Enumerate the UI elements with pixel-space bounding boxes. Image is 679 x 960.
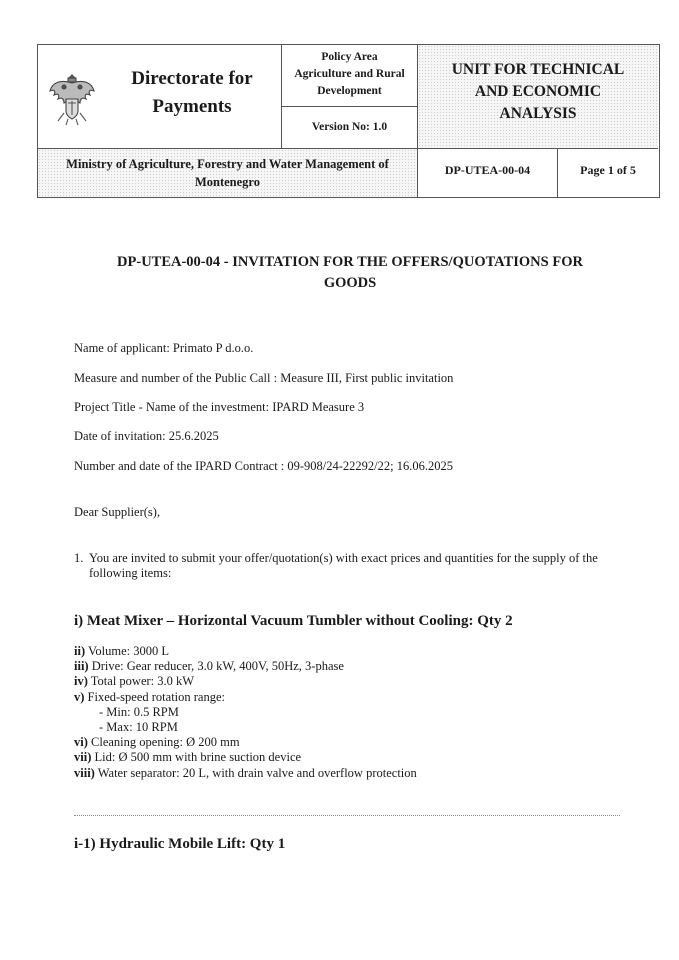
section-divider [74, 815, 620, 816]
doc-code: DP-UTEA-00-04 [444, 163, 531, 177]
intro-paragraph [74, 551, 634, 581]
directorate-title: Directorate for Payments [131, 68, 253, 117]
version-number: Version No: 1.0 [311, 121, 388, 133]
spec-list [74, 644, 614, 781]
ministry-line: Ministry of Agriculture, Forestry and Water Management of [66, 157, 389, 171]
policy-area-line: Development [317, 85, 382, 97]
ministry-line: Montenegro [194, 175, 261, 189]
spec-line: iii) Drive: Gear reducer, 3.0 kW, 400V, 50Hz, 3-phase [74, 659, 344, 674]
applicant-name: Name of applicant: Primato P d.o.o. [74, 341, 254, 355]
ministry-cell [38, 149, 418, 197]
spec-line: viii) Water separator: 20 L, with drain valve and overflow protection [74, 765, 417, 780]
policy-area-cell [282, 45, 418, 107]
spec-line: vi) Cleaning opening: Ø 200 mm [74, 735, 240, 750]
unit-line: AND ECONOMIC [474, 83, 602, 100]
intro-text: You are invited to submit your offer/quotation(s) with exact prices and quantities for the supply of the following items: [89, 551, 598, 580]
document-title [70, 252, 630, 294]
project-title: Project Title - Name of the investment: IPARD Measure 3 [74, 400, 365, 414]
measure-call: Measure and number of the Public Call : Measure III, First public invitation [74, 371, 454, 385]
spec-line: v) Fixed-speed rotation range: [74, 689, 226, 704]
coat-of-arms-icon [46, 69, 98, 127]
title-line: DP-UTEA-00-04 - INVITATION FOR THE OFFERS/QUOTATIONS FOR [117, 254, 583, 270]
policy-area-line: Policy Area [321, 51, 378, 63]
unit-line: UNIT FOR TECHNICAL [451, 61, 625, 78]
contract-number: Number and date of the IPARD Contract : 09-908/24-22292/22; 16.06.2025 [74, 459, 454, 473]
unit-cell [418, 45, 658, 149]
spec-line: - Min: 0.5 RPM [99, 704, 179, 719]
list-number: 1. [74, 551, 84, 565]
invitation-date: Date of invitation: 25.6.2025 [74, 429, 219, 443]
item-heading: i) Meat Mixer – Horizontal Vacuum Tumbler without Cooling: Qty 2 [74, 613, 513, 629]
spec-line: vii) Lid: Ø 500 mm with brine suction device [74, 750, 302, 765]
doc-code-cell [418, 149, 558, 197]
page-number-cell [558, 149, 658, 197]
policy-area-line: Agriculture and Rural [294, 68, 405, 80]
header-table [37, 44, 660, 198]
spec-line: - Max: 10 RPM [99, 720, 178, 735]
greeting: Dear Supplier(s), [74, 505, 161, 519]
title-line: GOODS [323, 275, 377, 291]
page-number: Page 1 of 5 [580, 163, 636, 177]
item-heading: i-1) Hydraulic Mobile Lift: Qty 1 [74, 836, 286, 852]
version-cell [282, 107, 418, 149]
spec-line: ii) Volume: 3000 L [74, 644, 170, 658]
unit-line: ANALYSIS [499, 105, 577, 122]
spec-line: iv) Total power: 3.0 kW [74, 674, 195, 689]
directorate-cell [38, 45, 282, 149]
